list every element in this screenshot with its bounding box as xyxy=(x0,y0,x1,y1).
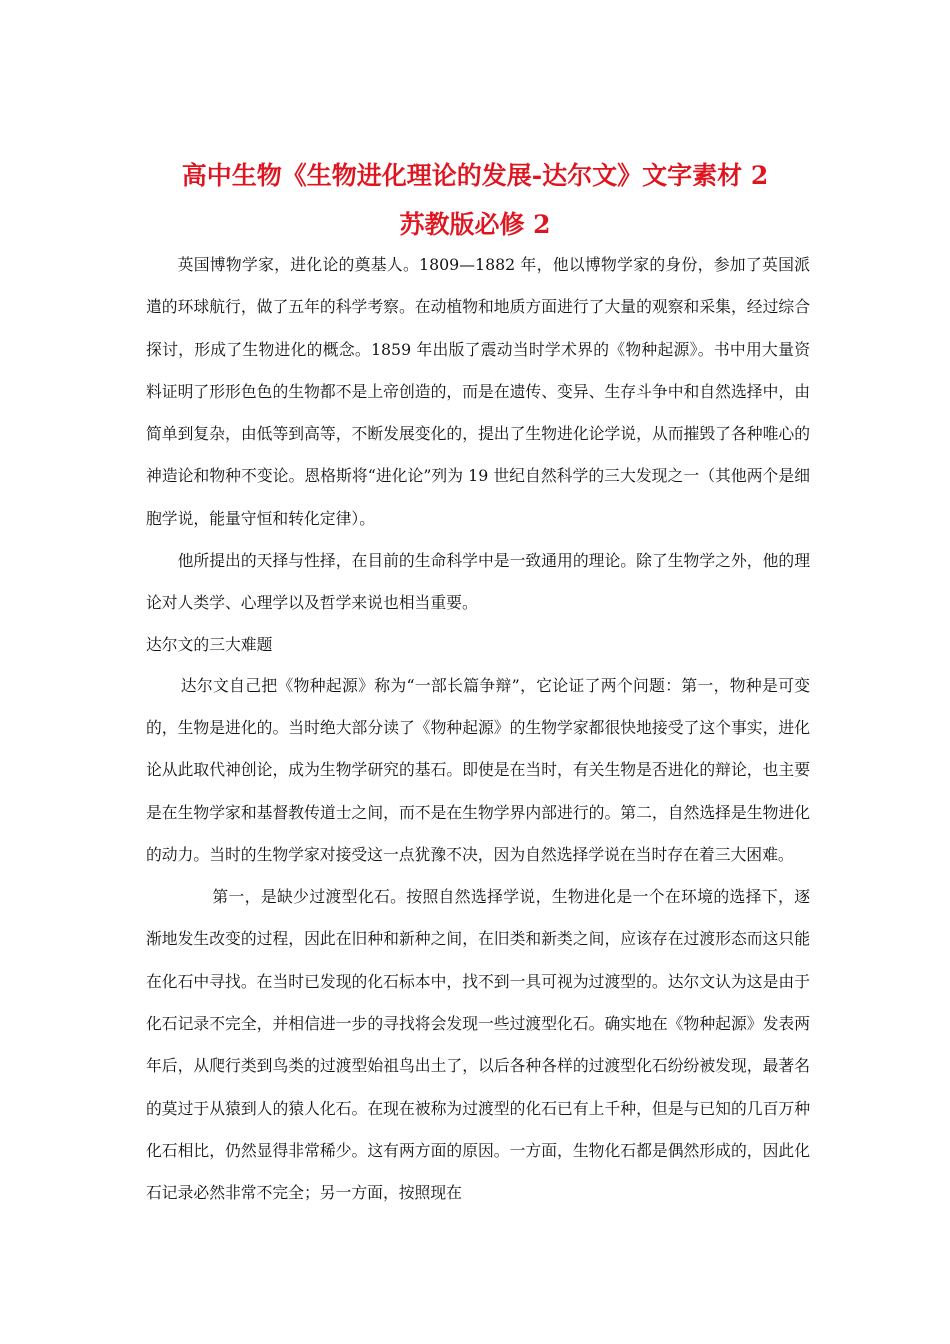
paragraph-origin-of-species: 达尔文自己把《物种起源》称为“一部长篇争辩”，它论证了两个问题：第一，物种是可变的，生物是进化的。当时绝大部分读了《物种起源》的生物学家都很快地接受了这个事实，进化论从此取代神创论，成为生物学研究的基石。即使是在当时，有关生物是否进化的辩论，也主要是在生物学家和基督教传道士之间，而不是在生物学界内部进行的。第二，自然选择是生物进化的动力。当时的生物学家对接受这一点犹豫不决，因为自然选择学说在当时存在着三大困难。 xyxy=(146,675,810,864)
section-heading: 达尔文的三大难题 xyxy=(146,634,273,654)
document-title-line1: 高中生物《生物进化理论的发展-达尔文》文字素材 2 xyxy=(181,161,769,190)
paragraph-transitional-fossils: 第一，是缺少过渡型化石。按照自然选择学说，生物进化是一个在环境的选择下，逐渐地发生改变的过程，因此在旧种和新种之间，在旧类和新类之间，应该存在过渡形态而这只能在化石中寻找。在当时已发现的化石标本中，找不到一具可视为过渡型的。达尔文认为这是由于化石记录不完全，并相信进一步的寻找将会发现一些过渡型化石。确实地在《物种起源》发表两年后，从爬行类到鸟类的过渡型始祖鸟出土了，以后各种各样的过渡型化石纷纷被发现，最著名的莫过于从猿到人的猿人化石。在现在被称为过渡型的化石已有上千种，但是与已知的几百万种化石相比，仍然显得非常稀少。这有两方面的原因。一方面，生物化石都是偶然形成的，因此化石记录必然非常不完全；另一方面，按照现在 xyxy=(146,887,810,1203)
document-title-line2: 苏教版必修 2 xyxy=(399,210,551,239)
paragraph-natural-selection-theory: 他所提出的天择与性择，在目前的生命科学中是一致通用的理论。除了生物学之外，他的理论对人类学、心理学以及哲学来说也相当重要。 xyxy=(146,551,810,613)
document-body xyxy=(146,244,810,1215)
paragraph-darwin-intro: 英国博物学家，进化论的奠基人。1809—1882 年，他以博物学家的身份，参加了英国派遣的环球航行，做了五年的科学考察。在动植物和地质方面进行了大量的观察和采集，经过综合探讨，形成了生物进化的概念。1859 年出版了震动当时学术界的《物种起源》。书中用大量资料证明了形形色色的生物都不是上帝创造的，而是在遗传、变异、生存斗争中和自然选择中，由简单到复杂，由低等到高等，不断发展变化的，提出了生物进化论学说，从而摧毁了各种唯心的神造论和物种不变论。恩格斯将“进化论”列为 19 世纪自然科学的三大发现之一（其他两个是细胞学说，能量守恒和转化定律）。 xyxy=(146,255,810,528)
